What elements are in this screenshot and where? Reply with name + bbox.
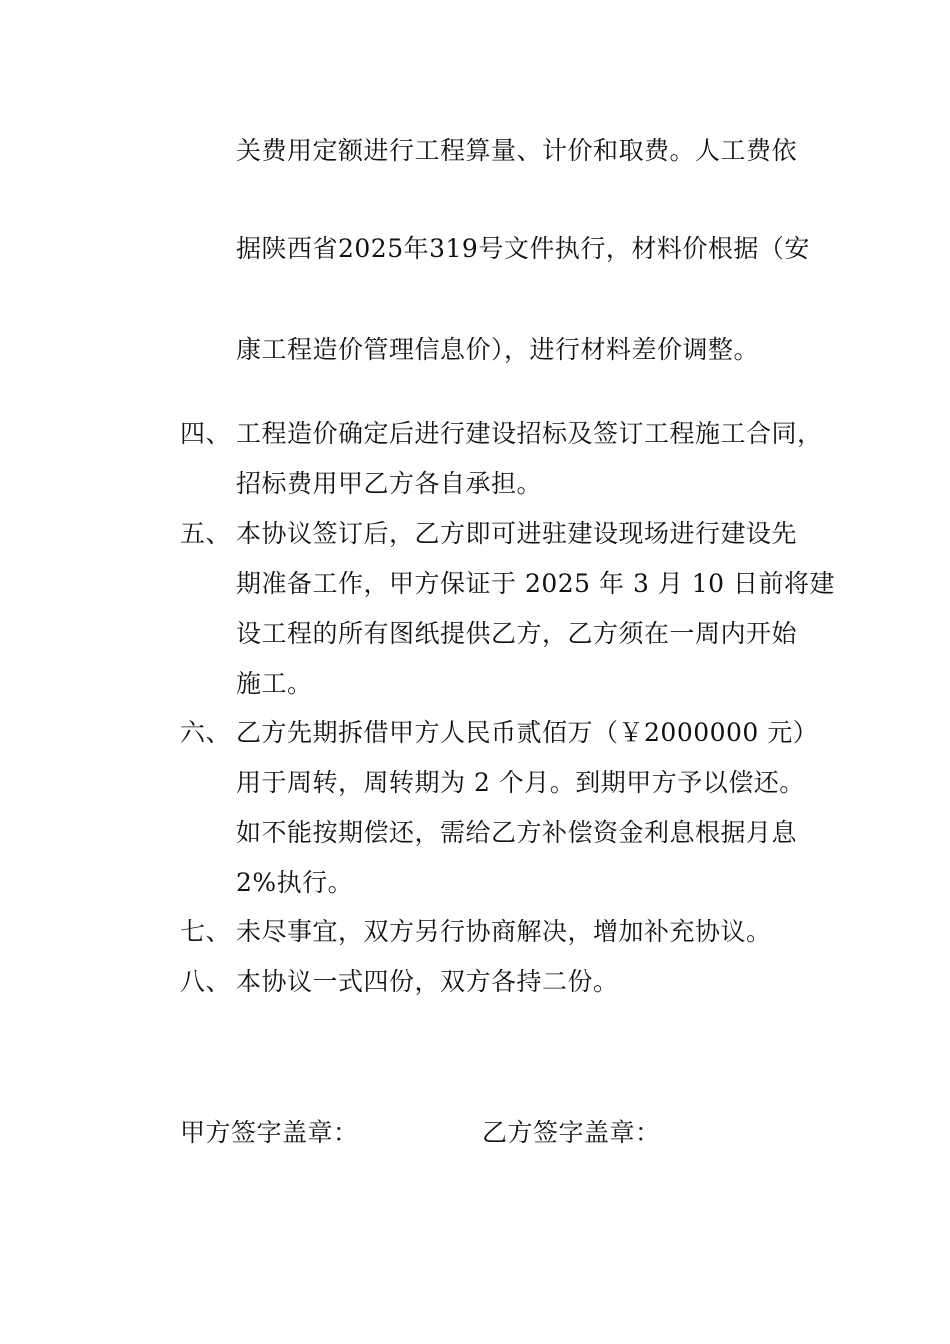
clause-5-line-4: 施工。: [236, 669, 313, 698]
paragraph-continuation-line-3: 康工程造价管理信息价），进行材料差价调整。: [236, 335, 760, 364]
clause-6-line-4: 2%执行。: [236, 868, 354, 897]
clause-number-4: 四、: [180, 419, 232, 448]
clause-7-line-1: 未尽事宜，双方另行协商解决，增加补充协议。: [236, 917, 772, 946]
paragraph-continuation-line-2: 据陕西省2025年319号文件执行，材料价根据（安: [236, 234, 810, 263]
clause-5-line-2: 期准备工作，甲方保证于 2025 年 3 月 10 日前将建: [236, 569, 836, 598]
clause-5-line-3: 设工程的所有图纸提供乙方，乙方须在一周内开始: [236, 619, 798, 648]
clause-number-5: 五、: [180, 519, 232, 548]
paragraph-continuation-line-1: 关费用定额进行工程算量、计价和取费。人工费依: [236, 136, 798, 165]
clause-8-line-1: 本协议一式四份，双方各持二份。: [236, 967, 619, 996]
clause-4-line-2: 招标费用甲乙方各自承担。: [236, 469, 543, 498]
party-b-signature-label: 乙方签字盖章：: [482, 1118, 661, 1147]
party-a-signature-label: 甲方签字盖章：: [180, 1118, 359, 1147]
clause-4-line-1: 工程造价确定后进行建设招标及签订工程施工合同，: [236, 419, 823, 448]
clause-6-line-3: 如不能按期偿还，需给乙方补偿资金利息根据月息: [236, 818, 798, 847]
clause-6-line-1: 乙方先期拆借甲方人民币贰佰万（￥2000000 元）: [236, 718, 819, 747]
clause-5-line-1: 本协议签订后，乙方即可进驻建设现场进行建设先: [236, 519, 798, 548]
clause-number-7: 七、: [180, 917, 232, 946]
clause-number-6: 六、: [180, 718, 232, 747]
clause-6-line-2: 用于周转，周转期为 2 个月。到期甲方予以偿还。: [236, 768, 805, 797]
clause-number-8: 八、: [180, 967, 232, 996]
